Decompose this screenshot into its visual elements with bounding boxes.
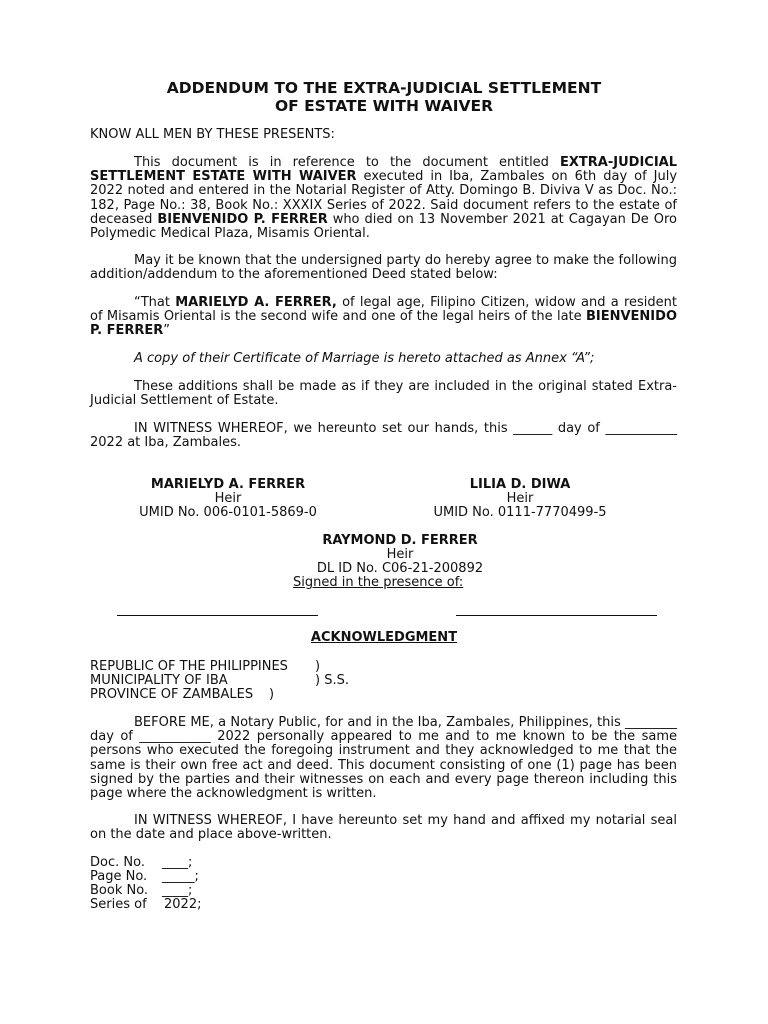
document-title-line-1: ADDENDUM TO THE EXTRA-JUDICIAL SETTLEMENT xyxy=(166,79,602,97)
bold-deceased-name-2: BIENVENIDO P. FERRER xyxy=(90,309,677,339)
signatory-name: LILIA D. DIWA xyxy=(469,477,571,492)
signatory-name: MARIELYD A. FERRER xyxy=(150,477,306,492)
signatory-role: Heir xyxy=(506,491,534,507)
signatory-id: DL ID No. C06-21-200892 xyxy=(316,561,484,577)
signatory-block-3 xyxy=(290,534,510,577)
paragraph-notary-witness: IN WITNESS WHEREOF, I have hereunto set my hand and affixed my notarial seal on the date and place above-written. xyxy=(90,813,677,843)
register-series-label: Series of xyxy=(90,897,147,912)
register-doc-value: ____; xyxy=(162,855,193,870)
register-book-label: Book No. xyxy=(90,883,149,898)
venue-mark: ) xyxy=(269,687,275,702)
witness-signature-line-1 xyxy=(117,615,318,616)
venue-country: REPUBLIC OF THE PHILIPPINES xyxy=(90,659,288,674)
venue-mark: ) xyxy=(315,659,321,674)
signed-presence-label: Signed in the presence of: xyxy=(293,575,464,590)
venue-municipality: MUNICIPALITY OF IBA xyxy=(90,673,228,688)
signatory-id: UMID No. 0111-7770499-5 xyxy=(433,505,607,521)
paragraph-additions: These additions shall be made as if they are included in the original stated Extra-Judicial Settlement of Estate. xyxy=(90,379,677,409)
paragraph-reference: This document is in reference to the document entitled EXTRA-JUDICIAL SETTLEMENT ESTATE WITH WAIVER executed in Iba, Zambales on 6th day of July 2022 noted and entered in the Notarial Register of Atty. Domingo B. Diviva V as Doc. No.: 182, Page No.: 38, Book No.: XXXIX Series of 2022. Said document refers to the estate of deceased BIENVENIDO P. FERRER who died on 13 November 2021 at Cagayan De Oro Polymedic Medical Plaza, Misamis Oriental. xyxy=(90,155,678,242)
signatory-block-2 xyxy=(408,478,632,521)
signatory-name: RAYMOND D. FERRER xyxy=(322,533,478,548)
witness-signature-line-2 xyxy=(456,615,657,616)
paragraph-witness: IN WITNESS WHEREOF, we hereunto set our hands, this ______ day of ___________ 2022 at Iba, Zambales. xyxy=(90,421,677,451)
signatory-id: UMID No. 006-0101-5869-0 xyxy=(139,505,317,521)
signatory-role: Heir xyxy=(214,491,242,507)
paragraph-addendum-clause: “That MARIELYD A. FERRER, of legal age, Filipino Citizen, widow and a resident of Misamis Oriental is the second wife and one of the legal heirs of the late BIENVENIDO P. FERRER” xyxy=(90,295,677,339)
register-page-value: _____; xyxy=(162,869,199,884)
register-book-value: ____; xyxy=(162,883,193,898)
venue-province: PROVINCE OF ZAMBALES xyxy=(90,687,254,702)
paragraph-annex: A copy of their Certificate of Marriage is hereto attached as Annex “A”; xyxy=(134,351,595,366)
register-doc-label: Doc. No. xyxy=(90,855,145,870)
document-title-line-2: OF ESTATE WITH WAIVER xyxy=(274,97,494,115)
signatory-role: Heir xyxy=(386,547,414,563)
signatory-block-1 xyxy=(120,478,336,521)
paragraph-agreement: May it be known that the undersigned party do hereby agree to make the following addition/addendum to the aforementioned Deed stated below: xyxy=(90,253,677,283)
bold-deed-title: EXTRA-JUDICIAL SETTLEMENT ESTATE WITH WAIVER xyxy=(90,155,677,185)
register-series-value: 2022; xyxy=(164,897,202,912)
register-page-label: Page No. xyxy=(90,869,148,884)
acknowledgment-heading: ACKNOWLEDGMENT xyxy=(310,630,458,645)
opening-line: KNOW ALL MEN BY THESE PRESENTS: xyxy=(90,127,335,142)
venue-mark: ) S.S. xyxy=(315,673,349,688)
paragraph-notary: BEFORE ME, a Notary Public, for and in the Iba, Zambales, Philippines, this ________ day of ___________ 2022 personally appeared to me and to me known to be the same persons who executed the foregoing instrument and they acknowledged to me that the same is their own free act and deed. This document consisting of one (1) page has been signed by the parties and their witnesses on each and every page thereon including this page where the acknowledgment is written. xyxy=(90,715,677,802)
bold-heir-name: MARIELYD A. FERRER, xyxy=(175,295,337,310)
bold-deceased-name: BIENVENIDO P. FERRER xyxy=(157,211,328,227)
